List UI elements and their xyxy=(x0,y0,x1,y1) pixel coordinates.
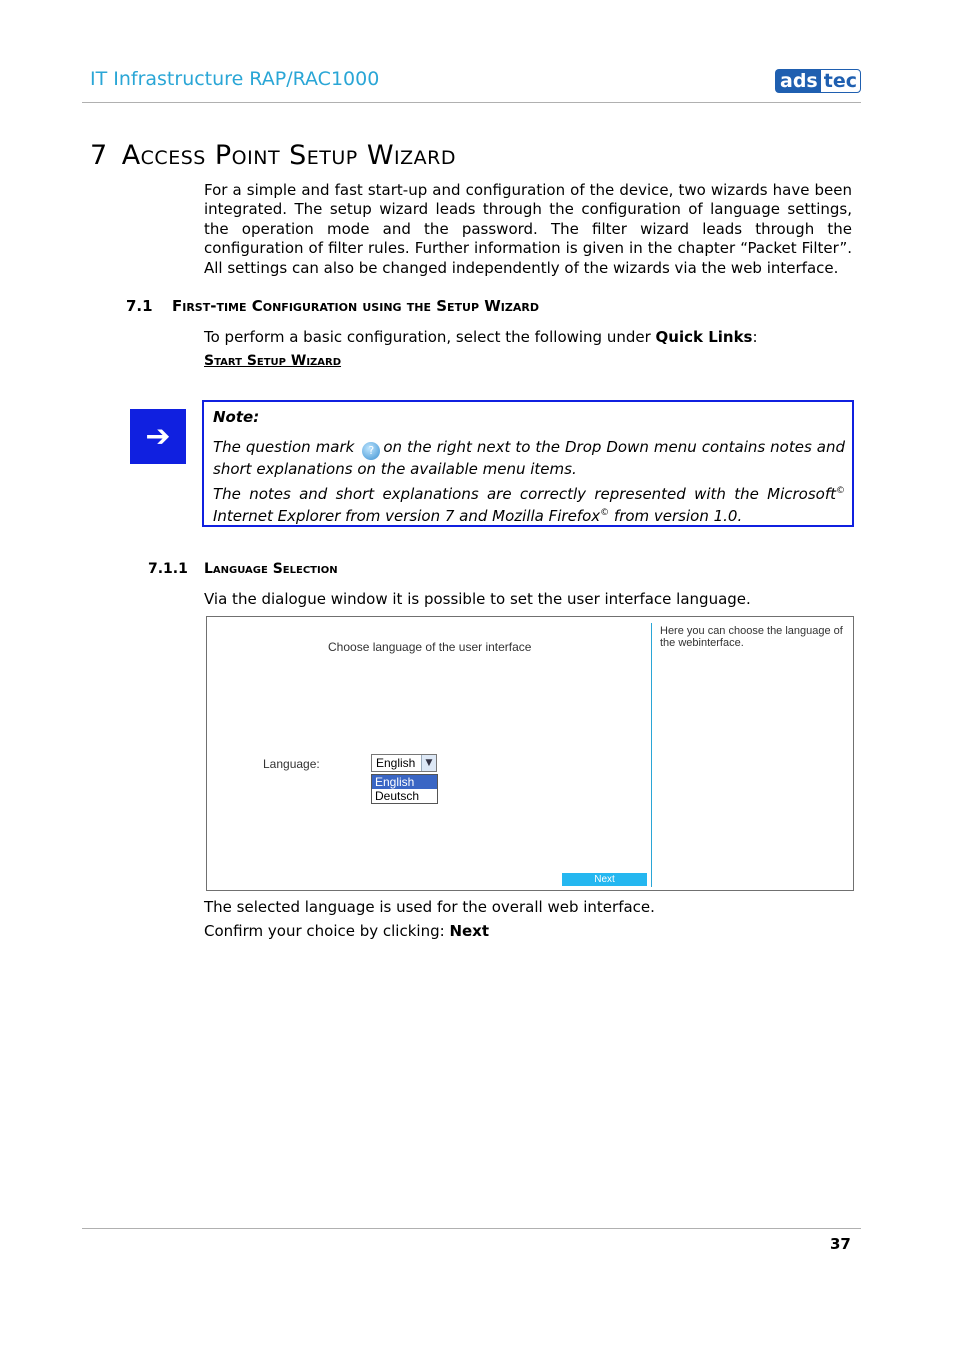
start-setup-wizard-link[interactable]: Start Setup Wizard xyxy=(204,353,342,369)
subsection-title: Language Selection xyxy=(204,561,338,577)
copyright-mark: © xyxy=(600,508,610,518)
language-label: Language: xyxy=(263,757,320,771)
note-p2-c: from version 1.0. xyxy=(609,507,743,525)
section-heading xyxy=(126,297,539,315)
quick-links-label: Quick Links xyxy=(655,328,753,346)
logo-part-ads: ads xyxy=(775,69,820,93)
note-p2-a: The notes and short explanations are correctly represented with the Microsoft xyxy=(213,485,836,503)
instruction-colon: : xyxy=(752,328,758,346)
dialog-heading: Choose language of the user interface xyxy=(328,640,532,654)
note-paragraph-1 xyxy=(213,438,845,479)
chapter-title: Access Point Setup Wizard xyxy=(121,140,456,171)
section-title: First-time Configuration using the Setup Wizard xyxy=(172,297,539,315)
header-divider xyxy=(82,102,861,103)
right-arrow-icon: ➔ xyxy=(130,409,186,464)
subsection-heading xyxy=(148,561,338,577)
language-options-list xyxy=(371,774,438,804)
language-dialog-screenshot xyxy=(206,616,854,891)
chapter-heading xyxy=(90,140,456,171)
chapter-number: 7 xyxy=(90,140,108,171)
language-option-english[interactable]: English xyxy=(372,775,437,789)
chevron-down-icon[interactable]: ▼ xyxy=(421,755,436,771)
note-box xyxy=(202,400,854,527)
page-number: 37 xyxy=(830,1235,851,1253)
note-p1-end: on the right next to the Drop Down menu contains notes and short explanations on the available menu items. xyxy=(213,438,845,478)
question-mark-icon: ? xyxy=(362,442,380,460)
note-label: Note: xyxy=(213,408,260,426)
logo-part-tec: tec xyxy=(820,69,861,93)
language-option-deutsch[interactable]: Deutsch xyxy=(375,789,420,803)
note-p1-start: The question mark xyxy=(213,438,355,456)
instruction-text: To perform a basic configuration, select the following under xyxy=(204,328,656,346)
section-number: 7.1 xyxy=(126,297,153,315)
after-line-2 xyxy=(204,922,489,940)
quick-links-instruction xyxy=(204,328,758,346)
language-select-value: English xyxy=(376,756,416,770)
note-paragraph-2 xyxy=(213,482,845,526)
ads-tec-logo xyxy=(775,69,859,93)
panel-divider xyxy=(651,623,652,887)
language-select[interactable] xyxy=(371,754,437,772)
after-line-1: The selected language is used for the overall web interface. xyxy=(204,898,655,916)
subsection-number: 7.1.1 xyxy=(148,561,188,577)
next-button[interactable]: Next xyxy=(562,873,647,886)
footer-divider xyxy=(82,1228,861,1229)
header-title: IT Infrastructure RAP/RAC1000 xyxy=(90,68,380,90)
subsection-intro: Via the dialogue window it is possible to set the user interface language. xyxy=(204,590,751,608)
confirm-text: Confirm your choice by clicking: xyxy=(204,922,450,940)
next-label: Next xyxy=(449,922,490,940)
copyright-mark: © xyxy=(836,486,845,496)
note-p2-b: Internet Explorer from version 7 and Mozilla Firefox xyxy=(213,507,601,525)
intro-paragraph: For a simple and fast start-up and configuration of the device, two wizards have been integrated. The setup wizard leads through the configuration of language settings, the operation mode and the password. The filter wizard leads through the configuration of filter rules. Further information is given in the chapter “Packet Filter”. All settings can also be changed independently of the wizards via the web interface. xyxy=(204,181,852,277)
help-text: Here you can choose the language of the webinterface. xyxy=(660,625,843,649)
